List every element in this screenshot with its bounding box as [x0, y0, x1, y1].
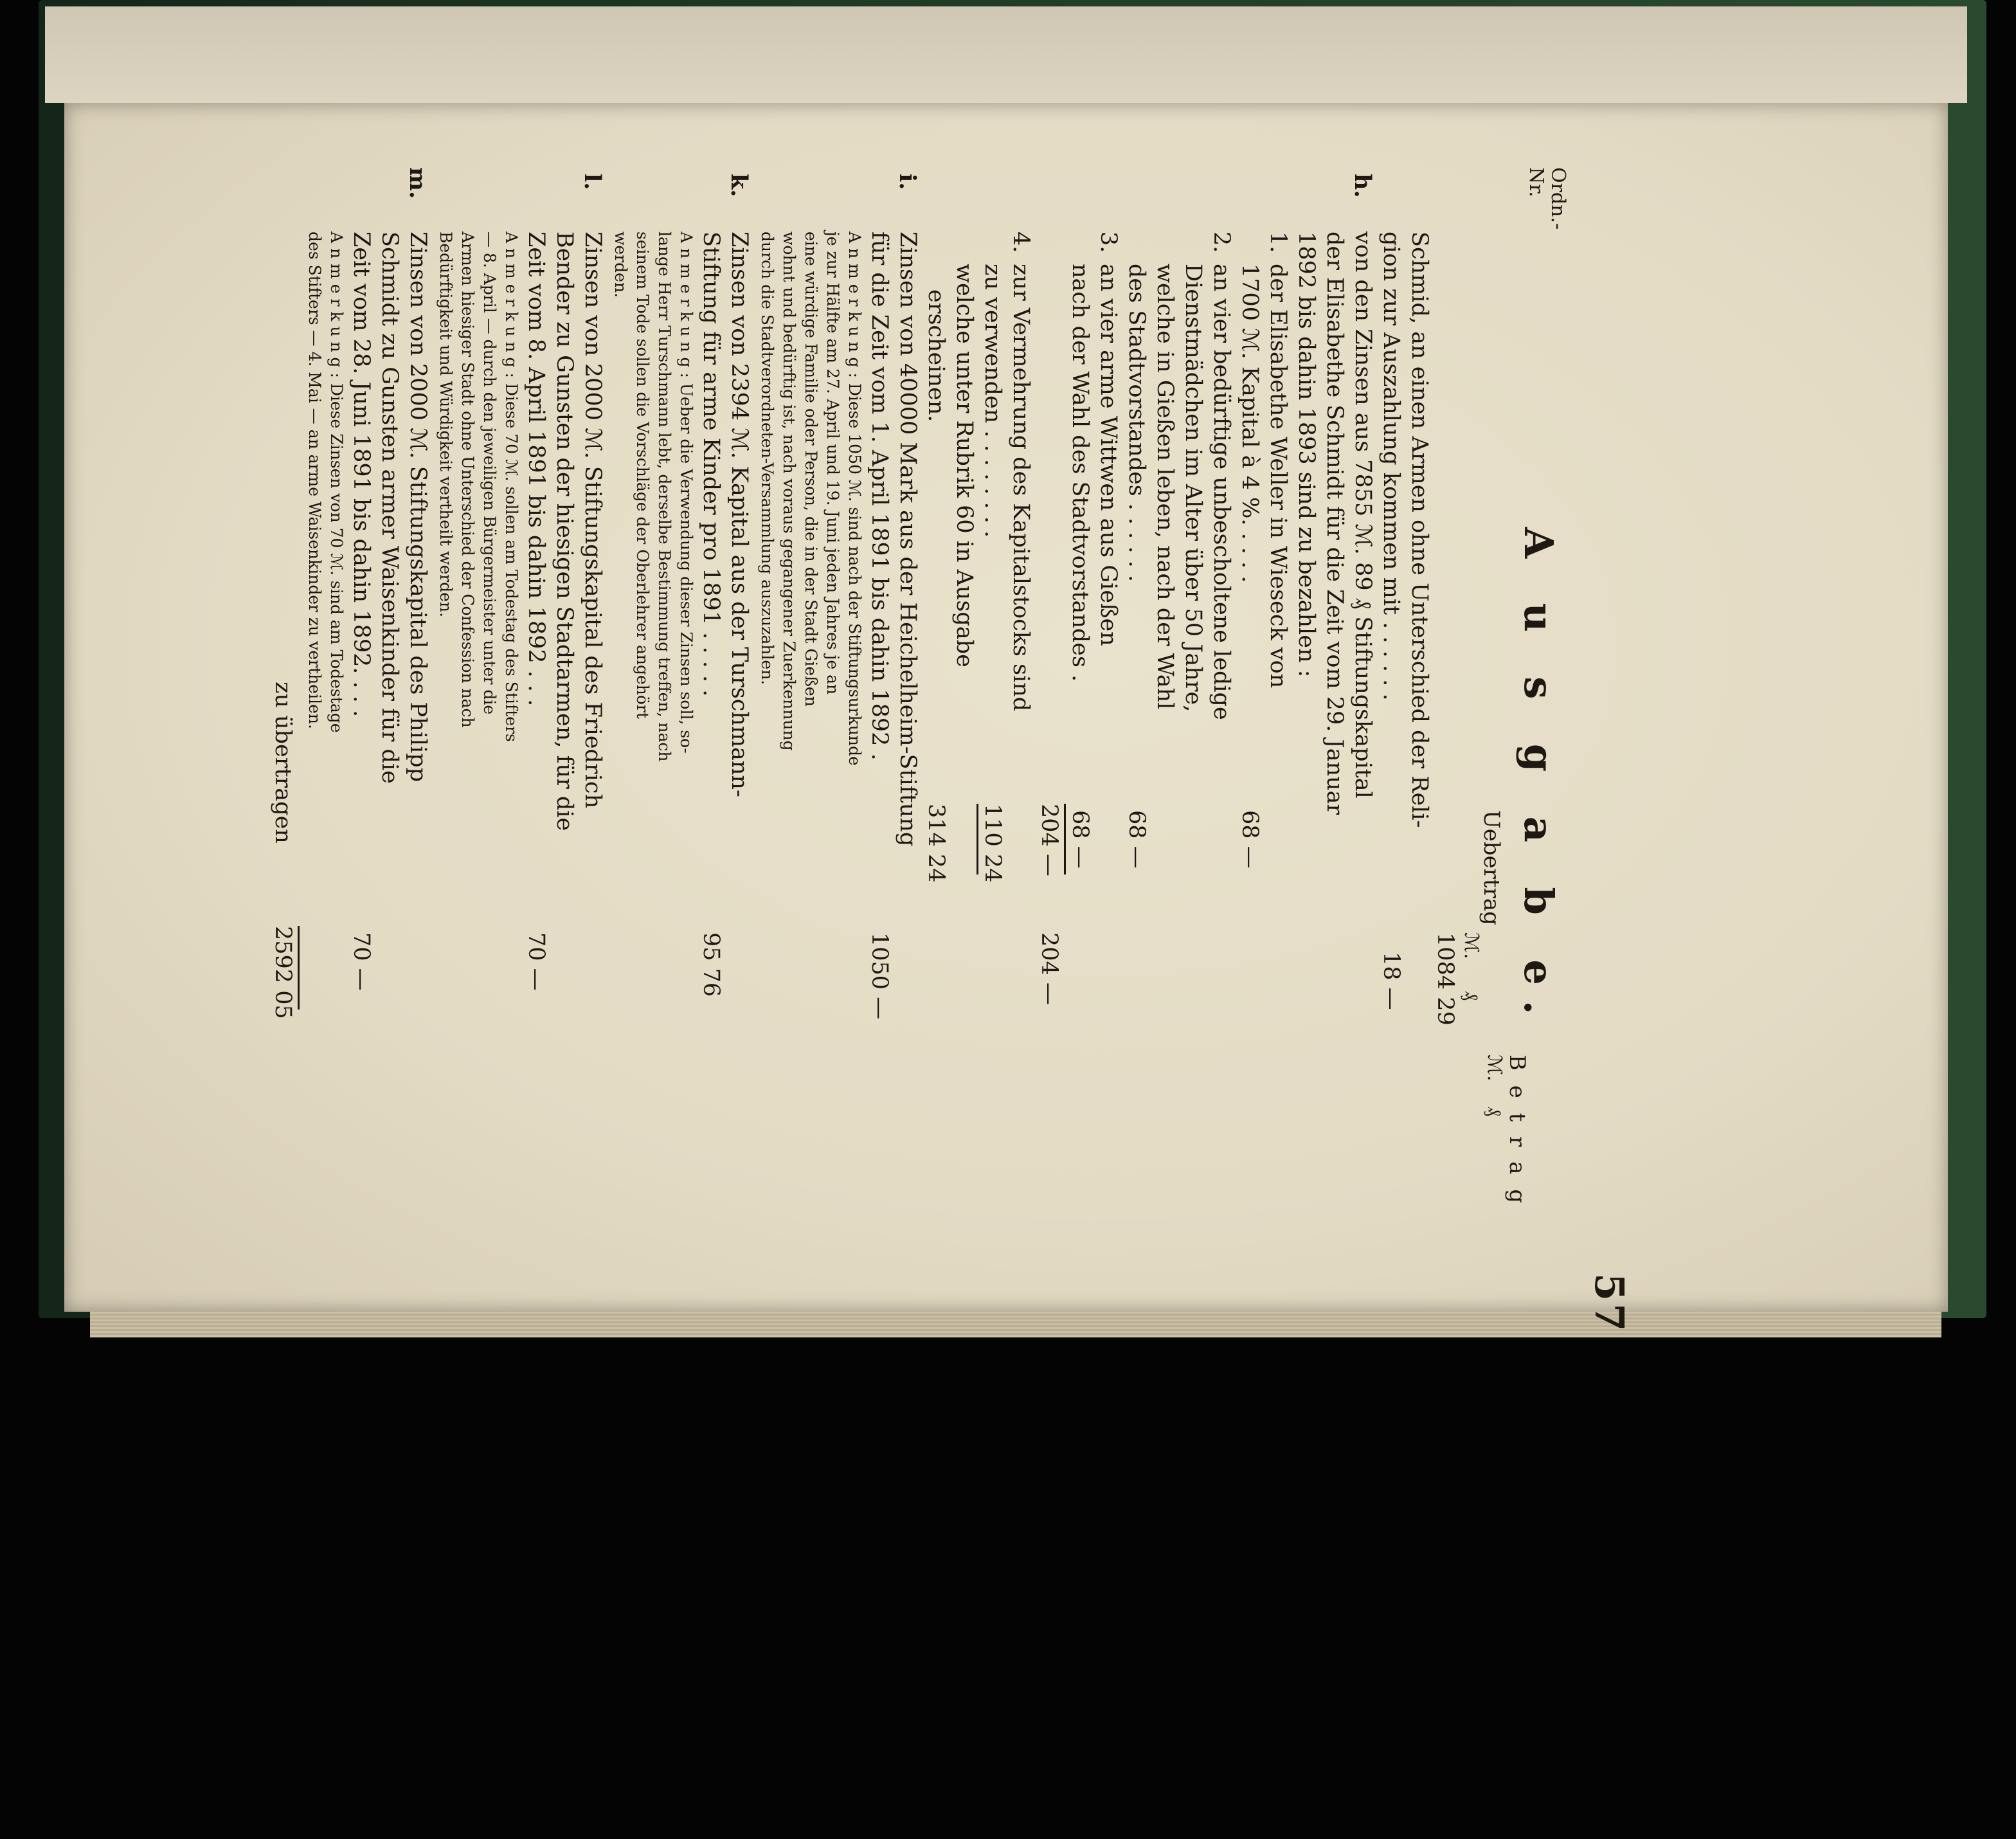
nr-label: Nr. — [1525, 167, 1547, 197]
section-label-h: h. — [1349, 174, 1376, 198]
note-line: Armen hiesiger Stadt ohne Unterschied der Confession nach — [458, 231, 477, 728]
text-line: der Elisabethe Weller in Wieseck von — [1265, 264, 1291, 689]
text-line: Schmid, an einen Armen ohne Unterschied der Reli- — [1407, 231, 1432, 828]
text-line: zu verwenden . . . . . . . . — [980, 264, 1005, 538]
text-line: an vier bedürftige unbescholtene ledige — [1209, 264, 1234, 720]
text-line: von den Zinsen aus 7855 ℳ. 89 ₰ Stiftungskapital — [1350, 231, 1376, 799]
text-line: für die Zeit vom 1. April 1891 bis dahin 1892 . — [867, 231, 892, 761]
text-line: 1700 ℳ. Kapital à 4 %. . . . . — [1237, 264, 1263, 583]
amount-h2: 68 — — [1124, 810, 1149, 869]
note-line: wohnt und bedürftig ist, nach voraus gegangener Zuerkennung — [780, 231, 798, 751]
amount-uebertrag: 1084 29 — [1432, 932, 1458, 1026]
carry-rule — [298, 926, 300, 1010]
text-line: Zinsen von 2394 ℳ. Kapital aus der Turschmann- — [726, 231, 752, 797]
ordn-label: Ordn.- — [1547, 167, 1569, 230]
text-line: Zeit vom 28. Juni 1891 bis dahin 1892. . . . — [348, 231, 374, 718]
note-line: werden. — [611, 231, 630, 298]
betrag-units: ℳ. ₰ — [1483, 1055, 1506, 1117]
section-label-i: i. — [894, 174, 921, 190]
text-line: zur Vermehrung des Kapitalstocks sind — [1008, 264, 1034, 712]
text-line: Zeit vom 8. April 1891 bis dahin 1892 . . . — [523, 231, 549, 707]
note-line: eine würdige Familie oder Person, die in der Stadt Gießen — [802, 231, 820, 707]
note-line: A n m e r k u n g : Ueber die Verwendung dieser Zinsen soll, so- — [677, 231, 696, 754]
betrag-header: B e t r a g — [1504, 1055, 1530, 1208]
amount-h4-a: 314 24 — [923, 804, 949, 883]
amount-l: 70 — — [523, 932, 549, 991]
uebertrag-units: ℳ. ₰ — [1460, 932, 1482, 1001]
carry-label: zu übertragen — [270, 682, 296, 844]
note-line: — 8. April — durch den jeweiligen Bürgermeister unter die — [480, 231, 499, 715]
section-label-k: k. — [726, 174, 752, 197]
text-line: welche in Gießen leben, nach der Wahl — [1152, 264, 1178, 710]
item-label: 4. — [1008, 231, 1034, 253]
note-line: lange Herr Turschmann lebt, derselbe Bestimmung treffen, nach — [655, 231, 674, 762]
ordn-nr-header — [1525, 167, 1569, 230]
note-line: des Stifters — 4. Mai — an arme Waisenkinder zu vertheilen. — [305, 231, 324, 729]
text-line: 1892 bis dahin 1893 sind zu bezahlen : — [1293, 231, 1319, 678]
amount-g: 18 — — [1378, 952, 1404, 1010]
item-label: 2. — [1209, 231, 1234, 253]
amount-carry: 2592 05 — [270, 926, 296, 1019]
item-label: 3. — [1095, 231, 1121, 253]
note-line: durch die Stadtverordneten-Versammlung auszuzahlen. — [758, 231, 777, 685]
sum-rule — [977, 804, 978, 874]
note-line: seinem Tode sollen die Vorschläge der Oberlehrer angehört — [633, 231, 652, 719]
page-number: 57 — [1586, 1273, 1633, 1334]
section-label-l: l. — [579, 174, 606, 190]
text-line: Schmidt zu Gunsten armer Waisenkinder für die — [377, 231, 402, 784]
amount-m: 70 — — [348, 932, 374, 991]
text-line: Dienstmädchen im Alter über 50 Jahre, — [1180, 264, 1206, 712]
text-line: Stiftung für arme Kinder pro 1891 . . . . . — [698, 231, 724, 697]
section-label-m: m. — [404, 167, 431, 199]
text-line: Zinsen von 2000 ℳ. Stiftungskapital des Friedrich — [580, 231, 606, 809]
note-line: A n m e r k u n g : Diese 70 ℳ. sollen am Todestag des Stifters — [502, 231, 521, 742]
item-label: 1. — [1265, 231, 1291, 253]
text-line: gion zur Auszahlung kommen mit . . . . . . — [1378, 231, 1404, 701]
text-line: des Stadtvorstandes . . . . . . — [1124, 264, 1149, 583]
text-line: nach der Wahl des Stadtvorstandes . — [1067, 264, 1093, 682]
amount-h-total: 204 — — [1036, 932, 1062, 1005]
note-line: A n m e r k u n g : Diese 1050 ℳ. sind nach der Stiftungsurkunde — [845, 231, 864, 766]
text-line: erscheinen. — [923, 289, 949, 422]
facing-page-edge — [45, 6, 1967, 103]
amount-i: 1050 — — [867, 932, 892, 1020]
page-title: A u s g a b e. — [1515, 527, 1562, 1030]
text-line: an vier arme Wittwen aus Gießen — [1095, 264, 1121, 646]
amount-h4-b: 110 24 — [980, 804, 1005, 883]
amount-h1: 68 — — [1237, 810, 1263, 869]
text-line: welche unter Rubrik 60 in Ausgabe — [951, 264, 977, 667]
amount-k: 95 76 — [698, 932, 724, 997]
text-line: Zinsen von 40000 Mark aus der Heichelheim-Stiftung — [895, 231, 921, 847]
text-line: Zinsen von 2000 ℳ. Stiftungskapital des Philipp — [405, 231, 431, 783]
text-line: der Elisabethe Schmidt für die Zeit vom 29. Januar — [1322, 231, 1347, 815]
text-line: Bender zu Gunsten der hiesigen Stadtarmen, für die — [552, 231, 577, 831]
note-line: je zur Hälfte am 27. April und 19. Juni jeden Jahres je an — [824, 231, 842, 695]
note-line: A n m e r k u n g : Diese Zinsen von 70 ℳ. sind am Todestage — [327, 231, 346, 733]
rotated-page-content — [154, 103, 1633, 1839]
sum-rule — [1064, 804, 1066, 874]
uebertrag-header: Uebertrag — [1479, 810, 1504, 925]
amount-h-sum: 204 — — [1036, 804, 1062, 876]
note-line: Bedürftigkeit und Würdigkeit vertheilt werden. — [437, 231, 455, 618]
amount-h3: 68 — — [1067, 810, 1093, 869]
